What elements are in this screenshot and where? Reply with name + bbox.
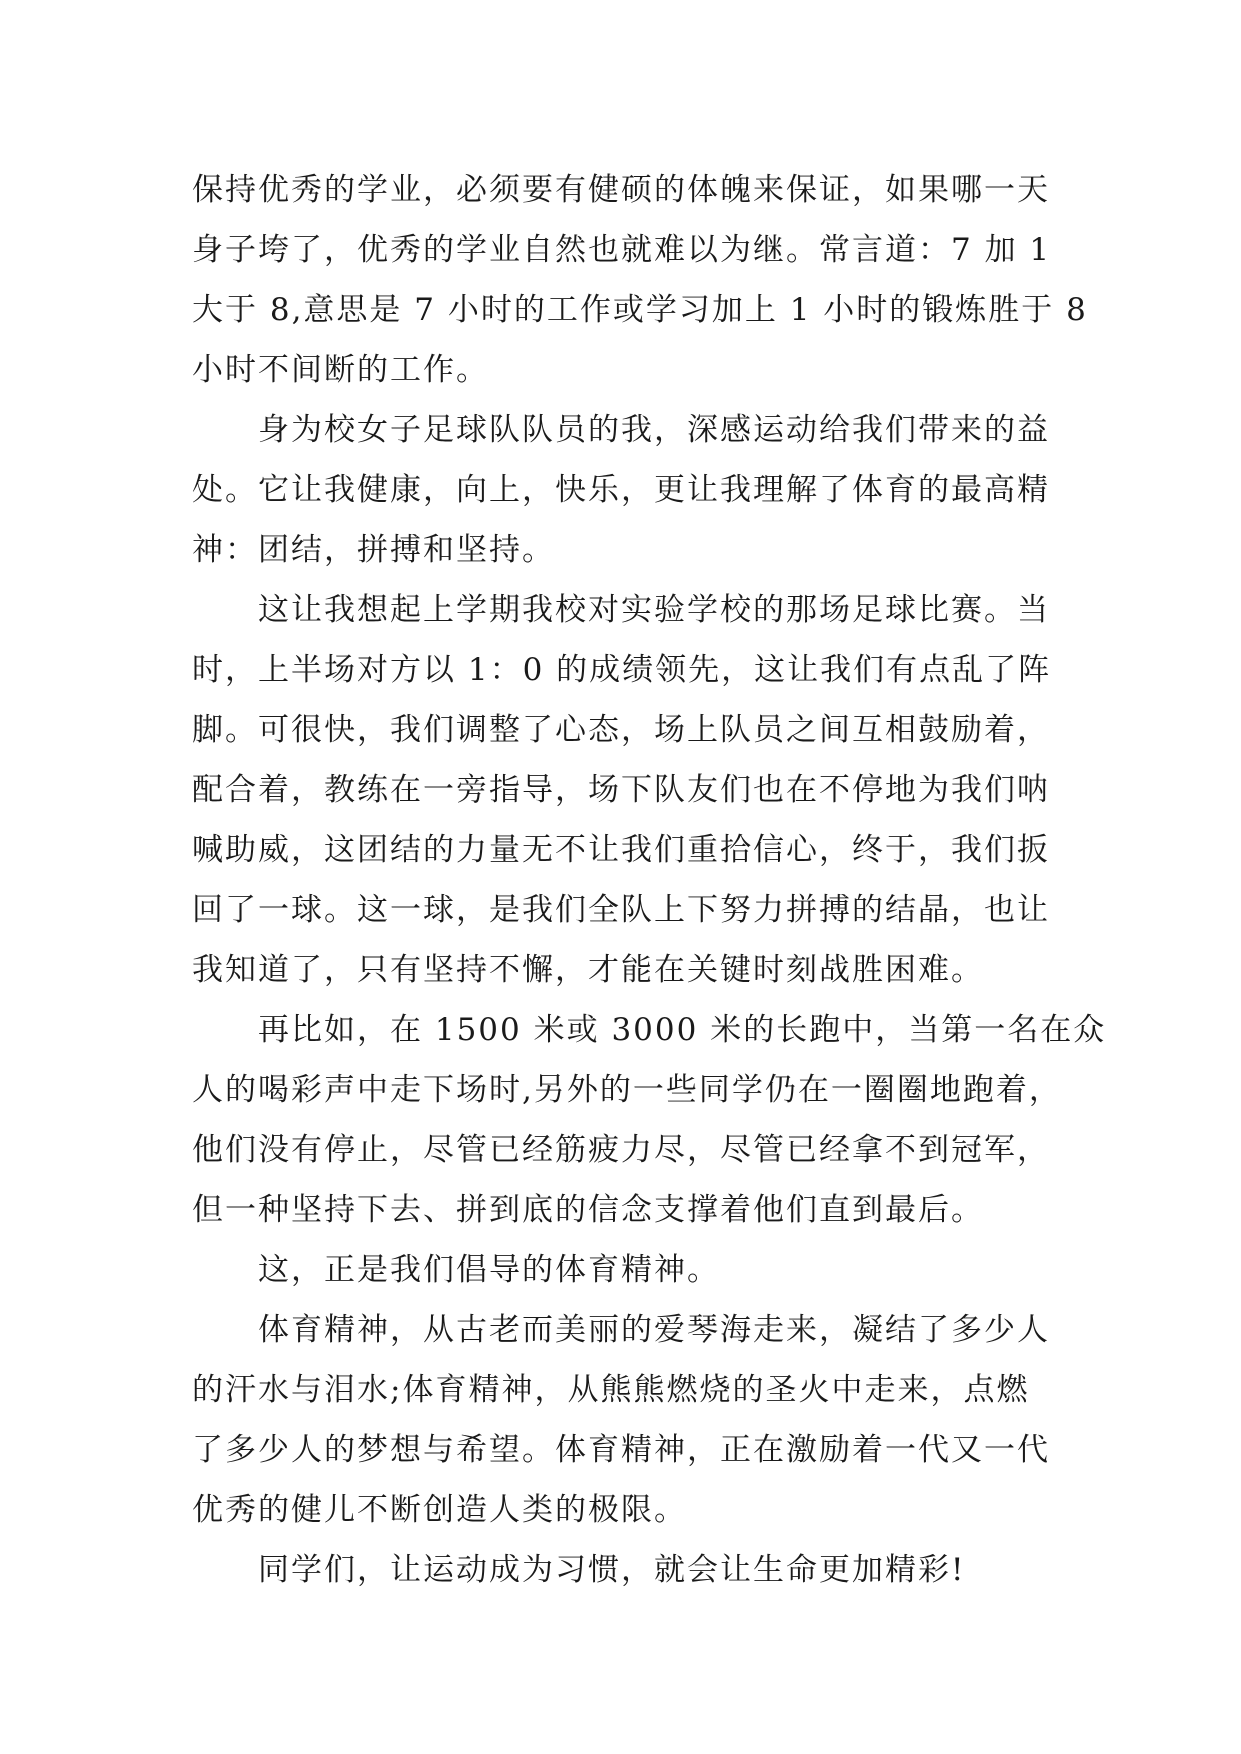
text-line: 身为校女子足球队队员的我，深感运动给我们带来的益: [192, 412, 1050, 448]
text-line: 同学们，让运动成为习惯，就会让生命更加精彩!: [192, 1552, 966, 1588]
text-line: 配合着，教练在一旁指导，场下队友们也在不停地为我们呐: [192, 772, 1050, 808]
text-line: 这，正是我们倡导的体育精神。: [192, 1252, 720, 1288]
text-line: 他们没有停止，尽管已经筋疲力尽，尽管已经拿不到冠军，: [192, 1132, 1050, 1168]
text-line: 体育精神，从古老而美丽的爱琴海走来，凝结了多少人: [192, 1312, 1050, 1348]
text-line: 大于 8,意思是 7 小时的工作或学习加上 1 小时的锻炼胜于 8: [192, 292, 1088, 328]
text-line: 保持优秀的学业，必须要有健硕的体魄来保证，如果哪一天: [192, 172, 1050, 208]
text-line: 小时不间断的工作。: [192, 352, 489, 388]
text-line: 的汗水与泪水;体育精神，从熊熊燃烧的圣火中走来，点燃: [192, 1372, 1030, 1408]
text-line: 人的喝彩声中走下场时,另外的一些同学仍在一圈圈地跑着，: [192, 1072, 1062, 1108]
text-line: 身子垮了，优秀的学业自然也就难以为继。常言道：7 加 1: [192, 232, 1052, 268]
text-line: 这让我想起上学期我校对实验学校的那场足球比赛。当: [192, 592, 1050, 628]
text-line: 再比如，在 1500 米或 3000 米的长跑中，当第一名在众: [192, 1012, 1107, 1048]
document-body: [192, 160, 1107, 1600]
text-line: 神：团结，拼搏和坚持。: [192, 532, 555, 568]
text-line: 处。它让我健康，向上，快乐，更让我理解了体育的最高精: [192, 472, 1050, 508]
text-line: 但一种坚持下去、拼到底的信念支撑着他们直到最后。: [192, 1192, 984, 1228]
text-line: 了多少人的梦想与希望。体育精神，正在激励着一代又一代: [192, 1432, 1050, 1468]
text-line: 时，上半场对方以 1：0 的成绩领先，这让我们有点乱了阵: [192, 652, 1052, 688]
text-line: 脚。可很快，我们调整了心态，场上队员之间互相鼓励着，: [192, 712, 1050, 748]
text-line: 我知道了，只有坚持不懈，才能在关键时刻战胜困难。: [192, 952, 984, 988]
text-line: 喊助威，这团结的力量无不让我们重拾信心，终于，我们扳: [192, 832, 1050, 868]
text-line: 回了一球。这一球，是我们全队上下努力拼搏的结晶，也让: [192, 892, 1050, 928]
text-line: 优秀的健儿不断创造人类的极限。: [192, 1492, 687, 1528]
